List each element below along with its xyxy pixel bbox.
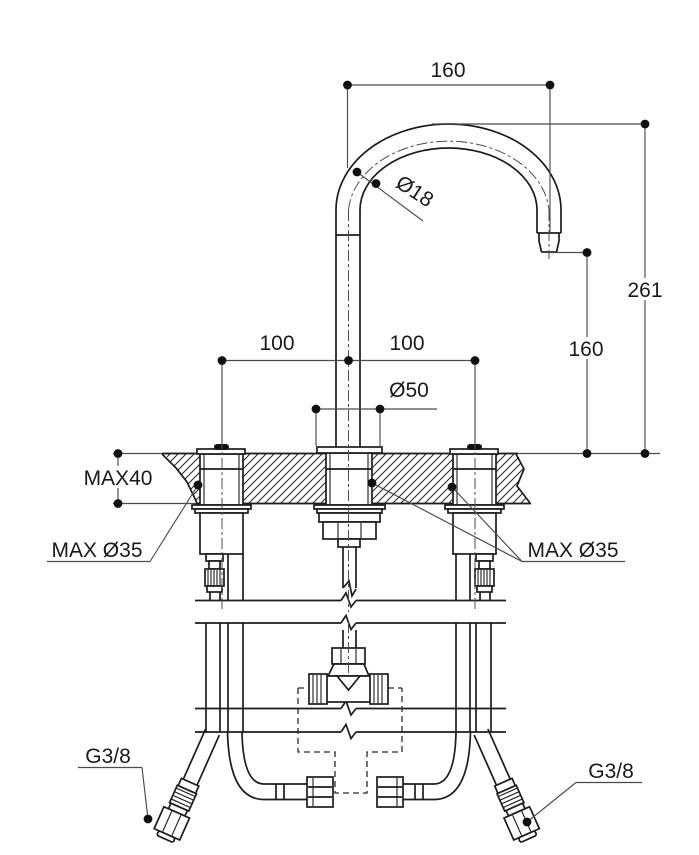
- left-curved-hose: [228, 732, 334, 807]
- right-g38-hose: [468, 726, 541, 844]
- base-flange: [317, 447, 382, 453]
- leader-g38-left: [78, 768, 148, 820]
- dim-label-spout-diameter: Ø18: [391, 171, 438, 213]
- right-valve-cartridge: [475, 554, 494, 600]
- dim-label-spout-reach: 160: [430, 59, 466, 82]
- right-valve-pipes-lower: [456, 623, 491, 732]
- right-curved-hose: [377, 732, 471, 807]
- break-line-1: [195, 593, 506, 607]
- dim-label-base-diameter: Ø50: [389, 379, 429, 402]
- dim-label-max-hole-right: MAX Ø35: [527, 539, 619, 562]
- left-hose-nut: [307, 777, 333, 807]
- dim-label-deck-thickness: MAX40: [83, 467, 153, 490]
- mounting-nut: [323, 522, 376, 539]
- left-valve-pipes-lower: [206, 623, 243, 732]
- tee-cap-right: [370, 674, 388, 704]
- dim-label-g38-right: G3/8: [588, 760, 634, 783]
- supply-tube: [343, 547, 356, 648]
- dim-base-diameter: [316, 409, 437, 446]
- leader-g38-right: [527, 783, 642, 823]
- dim-label-g38-left: G3/8: [85, 745, 131, 768]
- dim-spout-reach: [348, 85, 551, 232]
- dim-label-max-hole-left: MAX Ø35: [51, 539, 143, 562]
- break-line-2: [195, 616, 506, 630]
- dim-label-spacing-left: 100: [259, 332, 295, 355]
- right-hose-nut: [377, 777, 403, 807]
- dim-label-spacing-right: 100: [389, 332, 425, 355]
- spout-outer-wall: [336, 124, 561, 447]
- break-line-3: [195, 701, 506, 715]
- left-g38-hose: [152, 726, 225, 844]
- hoses: [152, 726, 541, 844]
- centerlines: [222, 141, 549, 674]
- dim-label-outlet-height: 160: [568, 338, 604, 361]
- dim-total-height: [432, 124, 645, 453]
- spout: [336, 124, 561, 447]
- tee-cap-left: [309, 674, 327, 704]
- dim-label-total-height: 261: [627, 279, 663, 302]
- countertop-section: [113, 454, 660, 504]
- spout-inner-wall: [360, 148, 537, 447]
- left-valve-cartridge: [205, 554, 224, 600]
